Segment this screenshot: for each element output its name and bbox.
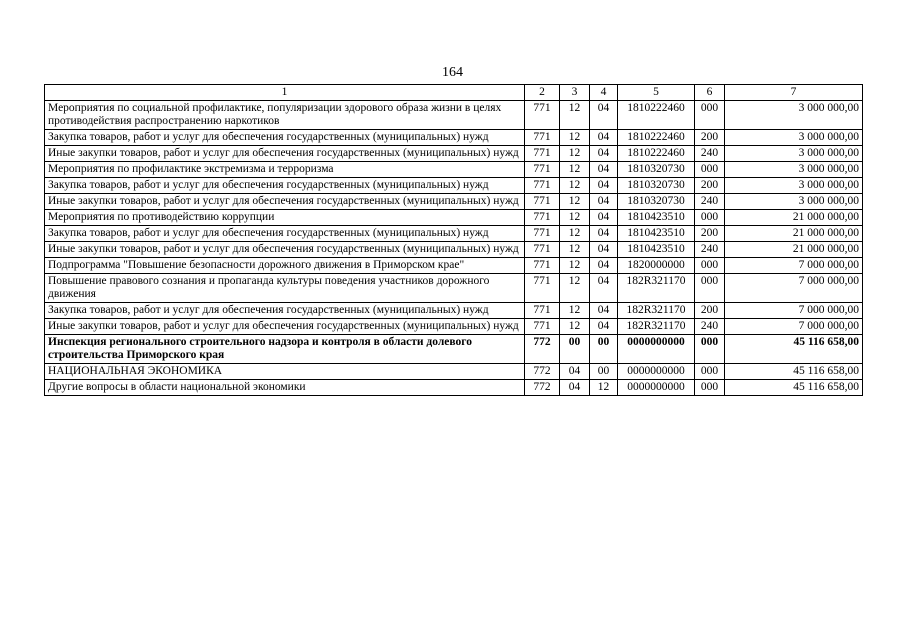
row-amount: 7 000 000,00 <box>725 319 863 335</box>
header-col-2: 2 <box>525 85 560 101</box>
row-name: Иные закупки товаров, работ и услуг для обеспечения государственных (муниципальных) нужд <box>45 319 525 335</box>
row-name: НАЦИОНАЛЬНАЯ ЭКОНОМИКА <box>45 364 525 380</box>
row-code-section: 12 <box>560 258 590 274</box>
row-code-admin: 771 <box>525 303 560 319</box>
row-amount: 3 000 000,00 <box>725 101 863 130</box>
row-code-expense-type: 000 <box>695 210 725 226</box>
row-code-expense-type: 000 <box>695 274 725 303</box>
budget-table <box>44 84 863 396</box>
row-code-admin: 772 <box>525 380 560 396</box>
table-row <box>45 335 863 364</box>
row-code-subsection: 04 <box>590 210 618 226</box>
row-name: Инспекция регионального строительного надзора и контроля в области долевого строительства Приморского края <box>45 335 525 364</box>
header-col-1: 1 <box>45 85 525 101</box>
row-code-target: 1810320730 <box>618 194 695 210</box>
header-row <box>45 85 863 101</box>
row-code-admin: 771 <box>525 162 560 178</box>
row-code-expense-type: 000 <box>695 335 725 364</box>
row-amount: 3 000 000,00 <box>725 130 863 146</box>
row-code-subsection: 00 <box>590 364 618 380</box>
page-number: 164 <box>442 65 463 80</box>
row-amount: 3 000 000,00 <box>725 194 863 210</box>
row-name: Закупка товаров, работ и услуг для обеспечения государственных (муниципальных) нужд <box>45 303 525 319</box>
row-code-section: 12 <box>560 178 590 194</box>
row-code-target: 1810423510 <box>618 226 695 242</box>
row-code-section: 12 <box>560 130 590 146</box>
row-name: Другие вопросы в области национальной экономики <box>45 380 525 396</box>
row-amount: 21 000 000,00 <box>725 242 863 258</box>
row-code-target: 182R321170 <box>618 319 695 335</box>
row-name: Мероприятия по противодействию коррупции <box>45 210 525 226</box>
row-code-admin: 771 <box>525 258 560 274</box>
row-code-target: 1810222460 <box>618 101 695 130</box>
row-code-subsection: 04 <box>590 303 618 319</box>
row-code-section: 12 <box>560 194 590 210</box>
row-code-subsection: 04 <box>590 258 618 274</box>
row-code-admin: 771 <box>525 146 560 162</box>
header-col-5: 5 <box>618 85 695 101</box>
row-code-admin: 771 <box>525 274 560 303</box>
row-code-expense-type: 240 <box>695 319 725 335</box>
row-code-section: 04 <box>560 364 590 380</box>
row-code-section: 12 <box>560 274 590 303</box>
row-code-target: 1810222460 <box>618 130 695 146</box>
row-code-target: 1810423510 <box>618 210 695 226</box>
row-code-expense-type: 000 <box>695 258 725 274</box>
row-code-subsection: 04 <box>590 130 618 146</box>
row-code-section: 12 <box>560 162 590 178</box>
table-row <box>45 380 863 396</box>
row-code-section: 12 <box>560 226 590 242</box>
table-row <box>45 210 863 226</box>
row-amount: 7 000 000,00 <box>725 258 863 274</box>
row-code-subsection: 04 <box>590 146 618 162</box>
row-code-target: 182R321170 <box>618 274 695 303</box>
header-col-6: 6 <box>695 85 725 101</box>
row-amount: 3 000 000,00 <box>725 162 863 178</box>
row-code-subsection: 04 <box>590 162 618 178</box>
table-row <box>45 162 863 178</box>
row-code-target: 0000000000 <box>618 364 695 380</box>
row-code-admin: 771 <box>525 226 560 242</box>
row-amount: 7 000 000,00 <box>725 303 863 319</box>
row-name: Мероприятия по социальной профилактике, популяризации здорового образа жизни в целях противодействия распространению наркотиков <box>45 101 525 130</box>
row-code-admin: 772 <box>525 335 560 364</box>
row-amount: 45 116 658,00 <box>725 364 863 380</box>
row-code-expense-type: 000 <box>695 162 725 178</box>
row-name: Закупка товаров, работ и услуг для обеспечения государственных (муниципальных) нужд <box>45 178 525 194</box>
row-code-subsection: 04 <box>590 101 618 130</box>
row-amount: 21 000 000,00 <box>725 226 863 242</box>
table-body <box>45 101 863 396</box>
row-code-section: 12 <box>560 146 590 162</box>
row-code-expense-type: 000 <box>695 380 725 396</box>
row-code-admin: 771 <box>525 178 560 194</box>
table-row <box>45 258 863 274</box>
row-code-admin: 771 <box>525 101 560 130</box>
row-code-expense-type: 240 <box>695 146 725 162</box>
table-row <box>45 274 863 303</box>
row-code-section: 12 <box>560 319 590 335</box>
table-row <box>45 178 863 194</box>
header-col-4: 4 <box>590 85 618 101</box>
row-name: Закупка товаров, работ и услуг для обеспечения государственных (муниципальных) нужд <box>45 130 525 146</box>
row-code-section: 00 <box>560 335 590 364</box>
row-code-target: 0000000000 <box>618 380 695 396</box>
row-code-subsection: 00 <box>590 335 618 364</box>
row-code-target: 1810222460 <box>618 146 695 162</box>
row-name: Иные закупки товаров, работ и услуг для обеспечения государственных (муниципальных) нужд <box>45 194 525 210</box>
row-amount: 3 000 000,00 <box>725 146 863 162</box>
table-row <box>45 194 863 210</box>
row-code-admin: 771 <box>525 194 560 210</box>
row-code-target: 182R321170 <box>618 303 695 319</box>
table-row <box>45 319 863 335</box>
row-name: Закупка товаров, работ и услуг для обеспечения государственных (муниципальных) нужд <box>45 226 525 242</box>
header-col-7: 7 <box>725 85 863 101</box>
row-code-section: 12 <box>560 242 590 258</box>
table-row <box>45 364 863 380</box>
row-code-target: 0000000000 <box>618 335 695 364</box>
row-code-subsection: 04 <box>590 274 618 303</box>
row-code-subsection: 04 <box>590 242 618 258</box>
row-amount: 45 116 658,00 <box>725 380 863 396</box>
row-code-section: 04 <box>560 380 590 396</box>
row-code-expense-type: 200 <box>695 303 725 319</box>
row-code-section: 12 <box>560 303 590 319</box>
row-amount: 21 000 000,00 <box>725 210 863 226</box>
table-row <box>45 303 863 319</box>
header-col-3: 3 <box>560 85 590 101</box>
row-code-target: 1810423510 <box>618 242 695 258</box>
row-amount: 7 000 000,00 <box>725 274 863 303</box>
row-name: Повышение правового сознания и пропаганда культуры поведения участников дорожного движения <box>45 274 525 303</box>
row-name: Иные закупки товаров, работ и услуг для обеспечения государственных (муниципальных) нужд <box>45 146 525 162</box>
row-code-expense-type: 240 <box>695 242 725 258</box>
row-code-expense-type: 200 <box>695 130 725 146</box>
row-code-admin: 771 <box>525 319 560 335</box>
table-row <box>45 226 863 242</box>
row-code-target: 1820000000 <box>618 258 695 274</box>
row-code-admin: 771 <box>525 210 560 226</box>
row-code-section: 12 <box>560 101 590 130</box>
table-row <box>45 146 863 162</box>
row-code-subsection: 04 <box>590 194 618 210</box>
table-row <box>45 101 863 130</box>
row-code-expense-type: 200 <box>695 226 725 242</box>
row-code-admin: 772 <box>525 364 560 380</box>
row-code-subsection: 12 <box>590 380 618 396</box>
row-code-expense-type: 000 <box>695 364 725 380</box>
row-code-target: 1810320730 <box>618 178 695 194</box>
table-row <box>45 130 863 146</box>
row-name: Подпрограмма "Повышение безопасности дорожного движения в Приморском крае" <box>45 258 525 274</box>
row-code-expense-type: 200 <box>695 178 725 194</box>
row-code-subsection: 04 <box>590 226 618 242</box>
row-amount: 45 116 658,00 <box>725 335 863 364</box>
row-code-expense-type: 240 <box>695 194 725 210</box>
row-code-admin: 771 <box>525 242 560 258</box>
row-code-subsection: 04 <box>590 178 618 194</box>
row-code-expense-type: 000 <box>695 101 725 130</box>
table-row <box>45 242 863 258</box>
row-code-target: 1810320730 <box>618 162 695 178</box>
row-amount: 3 000 000,00 <box>725 178 863 194</box>
row-code-subsection: 04 <box>590 319 618 335</box>
row-name: Иные закупки товаров, работ и услуг для обеспечения государственных (муниципальных) нужд <box>45 242 525 258</box>
row-code-section: 12 <box>560 210 590 226</box>
row-name: Мероприятия по профилактике экстремизма и терроризма <box>45 162 525 178</box>
row-code-admin: 771 <box>525 130 560 146</box>
